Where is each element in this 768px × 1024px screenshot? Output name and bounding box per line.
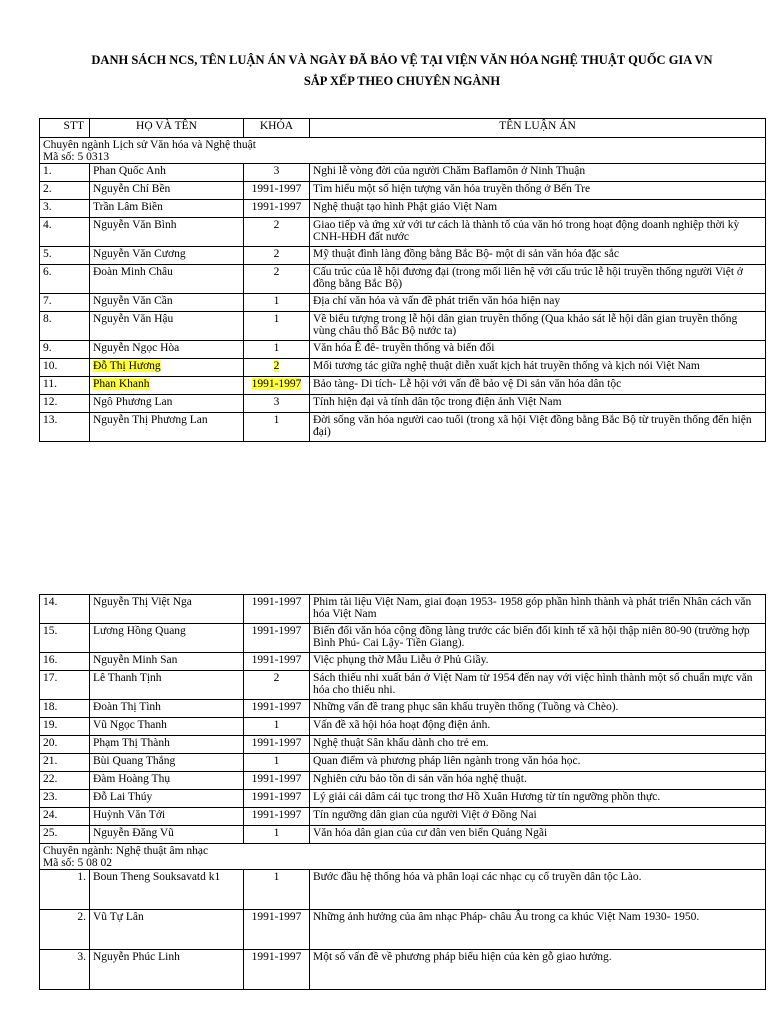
document-subtitle: SẮP XẾP THEO CHUYÊN NGÀNH xyxy=(303,74,501,88)
row-thesis: Mối tương tác giữa nghệ thuật diễn xuất kịch hát truyền thống và kịch nói Việt Nam xyxy=(310,359,766,377)
section-heading xyxy=(40,138,766,164)
document-title: DANH SÁCH NCS, TÊN LUẬN ÁN VÀ NGÀY ĐÃ BẢO VỆ TẠI VIỆN VĂN HÓA NGHỆ THUẬT QUỐC GIA VN xyxy=(91,53,713,67)
row-thesis: Mỹ thuật đình làng đồng bằng Bắc Bộ- một di sản văn hóa đặc sắc xyxy=(310,247,766,265)
row-name: Đàm Hoàng Thụ xyxy=(90,772,244,790)
row-stt: 15. xyxy=(40,624,90,653)
row-thesis: Về biểu tượng trong lễ hội dân gian truyền thống (Qua khảo sát lễ hội dân gian truyền thống vùng châu thổ Bắc Bộ nước ta) xyxy=(310,312,766,341)
row-name xyxy=(90,377,244,395)
row-name: Nguyễn Minh San xyxy=(90,653,244,671)
table-row xyxy=(40,265,766,294)
table-row xyxy=(40,312,766,341)
row-thesis: Giao tiếp và ứng xử với tư cách là thành tố của văn hó trong hoạt động doanh nghiệp thời kỳ CNH-HĐH đất nước xyxy=(310,218,766,247)
row-thesis: Địa chí văn hóa và vấn đề phát triển văn hóa hiện nay xyxy=(310,294,766,312)
row-stt: 21. xyxy=(40,754,90,772)
row-stt: 4. xyxy=(40,218,90,247)
row-name: Trần Lâm Biền xyxy=(90,200,244,218)
thesis-table-1 xyxy=(39,118,766,442)
table-row xyxy=(40,247,766,265)
row-stt: 20. xyxy=(40,736,90,754)
row-name: Nguyễn Chí Bền xyxy=(90,182,244,200)
row-name: Vũ Tự Lân xyxy=(90,910,244,950)
section-row xyxy=(40,138,766,164)
row-stt: 13. xyxy=(40,413,90,442)
section-code: Mã số: 5 08 02 xyxy=(43,857,112,869)
row-course: 2 xyxy=(244,247,310,265)
row-stt: 12. xyxy=(40,395,90,413)
row-thesis: Sách thiếu nhi xuất bản ở Việt Nam từ 1954 đến nay với việc hình thành một số chuẩn mực văn hóa cho thiếu nhi. xyxy=(310,671,766,700)
table-row xyxy=(40,377,766,395)
row-stt: 1. xyxy=(40,870,90,910)
table-row xyxy=(40,395,766,413)
row-thesis: Nghệ thuật Sân khấu dành cho trẻ em. xyxy=(310,736,766,754)
row-name: Phan Quốc Anh xyxy=(90,164,244,182)
row-course: 1991-1997 xyxy=(244,790,310,808)
row-name xyxy=(90,359,244,377)
row-name: Nguyễn Thị Phương Lan xyxy=(90,413,244,442)
table-row xyxy=(40,808,766,826)
table-row xyxy=(40,595,766,624)
row-course: 1 xyxy=(244,312,310,341)
row-stt: 24. xyxy=(40,808,90,826)
highlighted-text: 2 xyxy=(273,360,280,372)
row-stt: 2. xyxy=(40,910,90,950)
thesis-table-2 xyxy=(39,594,766,990)
row-stt: 3. xyxy=(40,950,90,990)
row-course: 1 xyxy=(244,413,310,442)
row-stt: 10. xyxy=(40,359,90,377)
table-row xyxy=(40,870,766,910)
table-row xyxy=(40,754,766,772)
row-stt: 1. xyxy=(40,164,90,182)
row-thesis: Việc phụng thờ Mẫu Liễu ở Phủ Giầy. xyxy=(310,653,766,671)
row-name: Phạm Thị Thành xyxy=(90,736,244,754)
row-thesis: Tín ngưỡng dân gian của người Việt ở Đồng Nai xyxy=(310,808,766,826)
row-name: Đỗ Lai Thúy xyxy=(90,790,244,808)
row-name: Lương Hồng Quang xyxy=(90,624,244,653)
table-row xyxy=(40,359,766,377)
row-thesis: Đời sống văn hóa người cao tuổi (trong xã hội Việt đồng bằng Bắc Bộ từ truyền thống đến hiện đại) xyxy=(310,413,766,442)
row-course: 2 xyxy=(244,218,310,247)
row-name: Nguyễn Văn Bình xyxy=(90,218,244,247)
row-stt: 17. xyxy=(40,671,90,700)
table-row xyxy=(40,736,766,754)
table-row xyxy=(40,413,766,442)
row-thesis: Bảo tàng- Di tích- Lễ hội với vấn đề bảo vệ Di sản văn hóa dân tộc xyxy=(310,377,766,395)
row-name: Boun Theng Souksavatd k1 xyxy=(90,870,244,910)
table-row xyxy=(40,910,766,950)
row-thesis: Bước đầu hệ thống hóa và phân loại các nhạc cụ cổ truyền dân tộc Lào. xyxy=(310,870,766,910)
row-thesis: Lý giải cái dâm cái tục trong thơ Hồ Xuân Hương từ tín ngưỡng phồn thực. xyxy=(310,790,766,808)
section-heading xyxy=(40,844,766,870)
row-course: 1 xyxy=(244,294,310,312)
table-row xyxy=(40,341,766,359)
section-code: Mã số: 5 0313 xyxy=(43,151,110,163)
row-thesis: Tìm hiểu một số hiện tượng văn hóa truyền thống ở Bến Tre xyxy=(310,182,766,200)
row-course: 1991-1997 xyxy=(244,950,310,990)
table-row xyxy=(40,200,766,218)
row-course: 1991-1997 xyxy=(244,653,310,671)
row-thesis: Văn hóa dân gian của cư dân ven biển Quảng Ngãi xyxy=(310,826,766,844)
row-name: Nguyễn Phúc Linh xyxy=(90,950,244,990)
row-name: Huỳnh Văn Tới xyxy=(90,808,244,826)
row-name: Nguyễn Văn Hậu xyxy=(90,312,244,341)
table-row xyxy=(40,772,766,790)
table-row xyxy=(40,671,766,700)
row-stt: 23. xyxy=(40,790,90,808)
row-stt: 25. xyxy=(40,826,90,844)
row-course: 1991-1997 xyxy=(244,700,310,718)
row-thesis: Cấu trúc của lễ hội đương đại (trong mối liên hệ với cấu trúc lễ hội truyền thống người Việt ở đồng bằng Bắc Bộ) xyxy=(310,265,766,294)
row-thesis: Nghiên cứu bảo tồn di sản văn hóa nghệ thuật. xyxy=(310,772,766,790)
row-stt: 6. xyxy=(40,265,90,294)
row-course: 1 xyxy=(244,754,310,772)
row-name: Vũ Ngọc Thanh xyxy=(90,718,244,736)
table-row xyxy=(40,790,766,808)
table-row xyxy=(40,700,766,718)
table-row xyxy=(40,164,766,182)
section-title: Chuyên ngành: Nghệ thuật âm nhạc xyxy=(43,845,209,857)
row-course: 1 xyxy=(244,341,310,359)
row-thesis: Quan điểm và phương pháp liên ngành trong văn hóa học. xyxy=(310,754,766,772)
row-name: Ngô Phương Lan xyxy=(90,395,244,413)
row-course: 2 xyxy=(244,671,310,700)
row-course: 1991-1997 xyxy=(244,808,310,826)
table-row xyxy=(40,624,766,653)
row-thesis: Những vấn đề trang phục sân khấu truyền thống (Tuồng và Chèo). xyxy=(310,700,766,718)
highlighted-text: Đỗ Thị Hương xyxy=(93,360,161,372)
row-course: 1991-1997 xyxy=(244,595,310,624)
row-stt: 14. xyxy=(40,595,90,624)
row-name: Bùi Quang Thắng xyxy=(90,754,244,772)
header-name: HỌ VÀ TÊN xyxy=(90,119,244,138)
highlighted-text: 1991-1997 xyxy=(251,378,302,390)
table-header-row xyxy=(40,119,766,138)
row-course: 1991-1997 xyxy=(244,624,310,653)
table-row xyxy=(40,950,766,990)
row-thesis: Văn hóa Ê đê- truyền thống và biến đổi xyxy=(310,341,766,359)
row-stt: 8. xyxy=(40,312,90,341)
row-course: 1991-1997 xyxy=(244,182,310,200)
header-stt: STT xyxy=(40,119,90,138)
row-thesis: Tính hiện đại và tính dân tộc trong điện ảnh Việt Nam xyxy=(310,395,766,413)
row-course xyxy=(244,359,310,377)
table-row xyxy=(40,826,766,844)
row-stt: 3. xyxy=(40,200,90,218)
row-course: 1991-1997 xyxy=(244,910,310,950)
row-stt: 18. xyxy=(40,700,90,718)
row-name: Nguyễn Văn Cương xyxy=(90,247,244,265)
table-row xyxy=(40,218,766,247)
row-stt: 7. xyxy=(40,294,90,312)
section-row xyxy=(40,844,766,870)
row-course: 1 xyxy=(244,826,310,844)
row-stt: 5. xyxy=(40,247,90,265)
row-name: Nguyễn Thị Việt Nga xyxy=(90,595,244,624)
row-stt: 19. xyxy=(40,718,90,736)
row-course: 2 xyxy=(244,265,310,294)
row-name: Nguyễn Đăng Vũ xyxy=(90,826,244,844)
row-course: 1991-1997 xyxy=(244,772,310,790)
table-row xyxy=(40,182,766,200)
row-name: Nguyễn Ngọc Hòa xyxy=(90,341,244,359)
row-thesis: Vấn đề xã hội hóa hoạt động điện ảnh. xyxy=(310,718,766,736)
row-course: 3 xyxy=(244,395,310,413)
row-thesis: Phim tài liệu Việt Nam, giai đoạn 1953- 1958 góp phần hình thành và phát triển Nhân cách văn hóa Việt Nam xyxy=(310,595,766,624)
row-name: Lê Thanh Tịnh xyxy=(90,671,244,700)
highlighted-text: Phan Khanh xyxy=(93,378,150,390)
row-stt: 11. xyxy=(40,377,90,395)
section-title: Chuyên ngành Lịch sử Văn hóa và Nghệ thuật xyxy=(43,139,256,151)
row-thesis: Nghệ thuật tạo hình Phật giáo Việt Nam xyxy=(310,200,766,218)
table-row xyxy=(40,718,766,736)
row-stt: 2. xyxy=(40,182,90,200)
table-row xyxy=(40,294,766,312)
table-row xyxy=(40,653,766,671)
row-thesis: Nghi lễ vòng đời của người Chăm Baflamôn ở Ninh Thuận xyxy=(310,164,766,182)
row-name: Đoàn Minh Châu xyxy=(90,265,244,294)
row-course: 3 xyxy=(244,164,310,182)
row-thesis: Biến đổi văn hóa cộng đồng làng trước các biến đổi kinh tế xã hội thập niên 80-90 (trường hợp Bình Phú- Cai Lậy- Tiền Giang). xyxy=(310,624,766,653)
row-stt: 9. xyxy=(40,341,90,359)
row-stt: 16. xyxy=(40,653,90,671)
row-course: 1991-1997 xyxy=(244,736,310,754)
row-course xyxy=(244,377,310,395)
row-thesis: Một số vấn đề về phương pháp biểu hiện của kèn gỗ giao hưởng. xyxy=(310,950,766,990)
row-course: 1 xyxy=(244,718,310,736)
row-name: Đoàn Thị Tình xyxy=(90,700,244,718)
row-name: Nguyễn Văn Cần xyxy=(90,294,244,312)
row-thesis: Những ảnh hưởng của âm nhạc Pháp- châu Âu trong ca khúc Việt Nam 1930- 1950. xyxy=(310,910,766,950)
header-course: KHÓA xyxy=(244,119,310,138)
header-thesis: TÊN LUẬN ÁN xyxy=(310,119,766,138)
row-course: 1991-1997 xyxy=(244,200,310,218)
row-stt: 22. xyxy=(40,772,90,790)
row-course: 1 xyxy=(244,870,310,910)
